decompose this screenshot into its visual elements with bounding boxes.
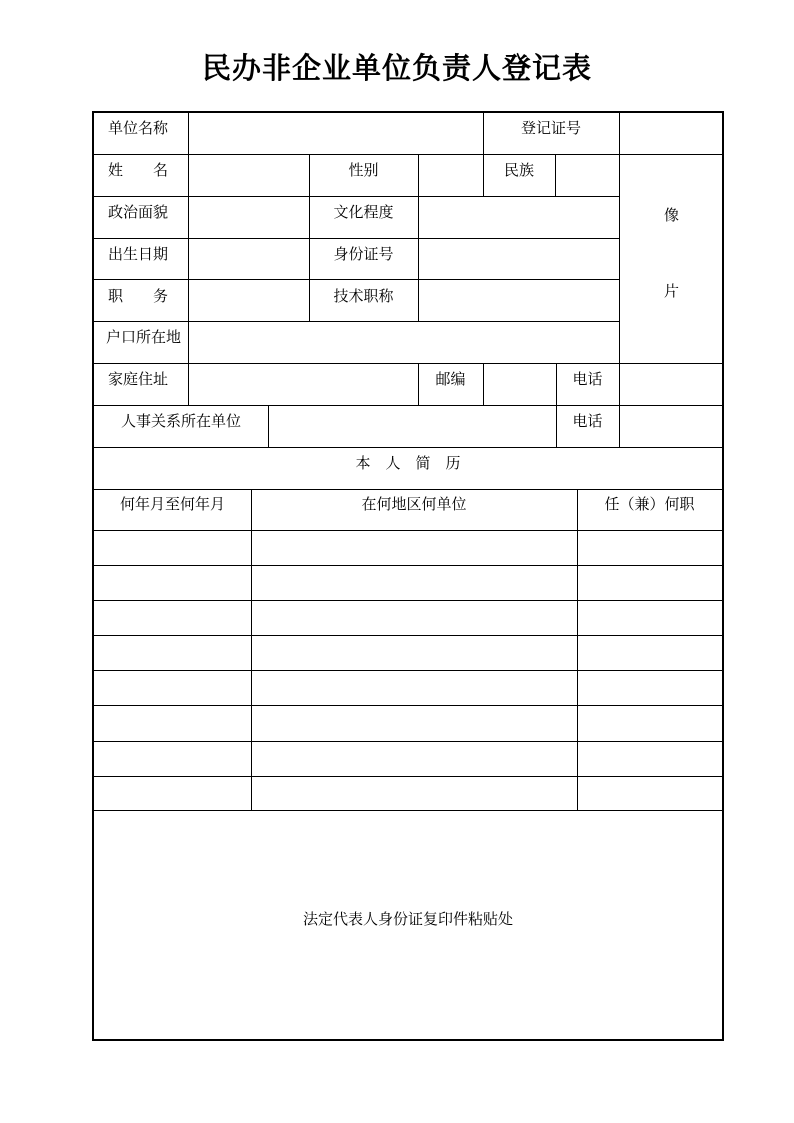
technical-title-field[interactable] bbox=[419, 280, 619, 321]
resume-col-title: 任（兼）何职 bbox=[604, 495, 695, 513]
row-divider bbox=[94, 447, 722, 448]
row-divider bbox=[94, 489, 722, 490]
hukou-field[interactable] bbox=[189, 322, 619, 363]
position-field[interactable] bbox=[189, 280, 309, 321]
resume-period-cell[interactable] bbox=[95, 777, 251, 810]
label-postcode: 邮编 bbox=[435, 370, 466, 388]
resume-col-unit: 在何地区何单位 bbox=[361, 495, 467, 513]
label-birth-date: 出生日期 bbox=[108, 245, 169, 263]
resume-unit-cell[interactable] bbox=[252, 706, 577, 741]
id-copy-paste-area[interactable] bbox=[94, 811, 722, 1039]
resume-unit-cell[interactable] bbox=[252, 777, 577, 810]
education-field[interactable] bbox=[419, 197, 619, 238]
resume-title-cell[interactable] bbox=[578, 671, 722, 705]
resume-unit-cell[interactable] bbox=[252, 636, 577, 670]
phone-2-field[interactable] bbox=[620, 406, 722, 447]
gender-field[interactable] bbox=[419, 155, 483, 196]
label-registration-number: 登记证号 bbox=[520, 119, 581, 137]
resume-unit-cell[interactable] bbox=[252, 601, 577, 635]
registration-number-field[interactable] bbox=[620, 113, 722, 154]
label-name: 姓 名 bbox=[108, 161, 169, 179]
resume-title-cell[interactable] bbox=[578, 636, 722, 670]
postcode-field[interactable] bbox=[484, 364, 556, 405]
ethnicity-field[interactable] bbox=[556, 155, 619, 196]
resume-title-cell[interactable] bbox=[578, 566, 722, 600]
label-phone: 电话 bbox=[572, 370, 603, 388]
resume-unit-cell[interactable] bbox=[252, 531, 577, 565]
home-address-field[interactable] bbox=[189, 364, 418, 405]
resume-period-cell[interactable] bbox=[95, 566, 251, 600]
form-title: 民办非企业单位负责人登记表 bbox=[201, 51, 592, 85]
label-political-status: 政治面貌 bbox=[108, 203, 169, 221]
political-status-field[interactable] bbox=[189, 197, 309, 238]
label-ethnicity: 民族 bbox=[503, 161, 534, 179]
id-copy-paste-note: 法定代表人身份证复印件粘贴处 bbox=[302, 910, 513, 928]
label-photo-1: 像 bbox=[663, 206, 679, 224]
resume-col-period: 何年月至何年月 bbox=[119, 495, 225, 513]
resume-title-cell[interactable] bbox=[578, 777, 722, 810]
label-position: 职 务 bbox=[108, 287, 169, 305]
unit-name-field[interactable] bbox=[189, 113, 483, 154]
resume-period-cell[interactable] bbox=[95, 636, 251, 670]
photo-field[interactable] bbox=[620, 155, 722, 363]
phone-field[interactable] bbox=[620, 364, 722, 405]
label-hukou: 户口所在地 bbox=[106, 328, 182, 346]
resume-title-cell[interactable] bbox=[578, 706, 722, 741]
birth-date-field[interactable] bbox=[189, 239, 309, 279]
label-unit-name: 单位名称 bbox=[108, 119, 169, 137]
resume-period-cell[interactable] bbox=[95, 742, 251, 776]
name-field[interactable] bbox=[189, 155, 309, 196]
resume-unit-cell[interactable] bbox=[252, 742, 577, 776]
id-number-field[interactable] bbox=[419, 239, 619, 279]
resume-period-cell[interactable] bbox=[95, 671, 251, 705]
label-technical-title: 技术职称 bbox=[333, 287, 394, 305]
resume-unit-cell[interactable] bbox=[252, 566, 577, 600]
label-photo-2: 片 bbox=[663, 282, 679, 300]
resume-period-cell[interactable] bbox=[95, 531, 251, 565]
label-education: 文化程度 bbox=[333, 203, 394, 221]
resume-title-cell[interactable] bbox=[578, 601, 722, 635]
label-id-number: 身份证号 bbox=[333, 245, 394, 263]
label-home-address: 家庭住址 bbox=[108, 370, 169, 388]
resume-heading: 本 人 简 历 bbox=[355, 454, 461, 472]
personnel-unit-field[interactable] bbox=[269, 406, 556, 447]
resume-unit-cell[interactable] bbox=[252, 671, 577, 705]
label-personnel-unit: 人事关系所在单位 bbox=[120, 412, 241, 430]
registration-form-table bbox=[92, 111, 724, 1041]
resume-title-cell[interactable] bbox=[578, 531, 722, 565]
resume-title-cell[interactable] bbox=[578, 742, 722, 776]
label-phone-2: 电话 bbox=[572, 412, 603, 430]
resume-period-cell[interactable] bbox=[95, 601, 251, 635]
resume-period-cell[interactable] bbox=[95, 706, 251, 741]
label-gender: 性别 bbox=[348, 161, 379, 179]
